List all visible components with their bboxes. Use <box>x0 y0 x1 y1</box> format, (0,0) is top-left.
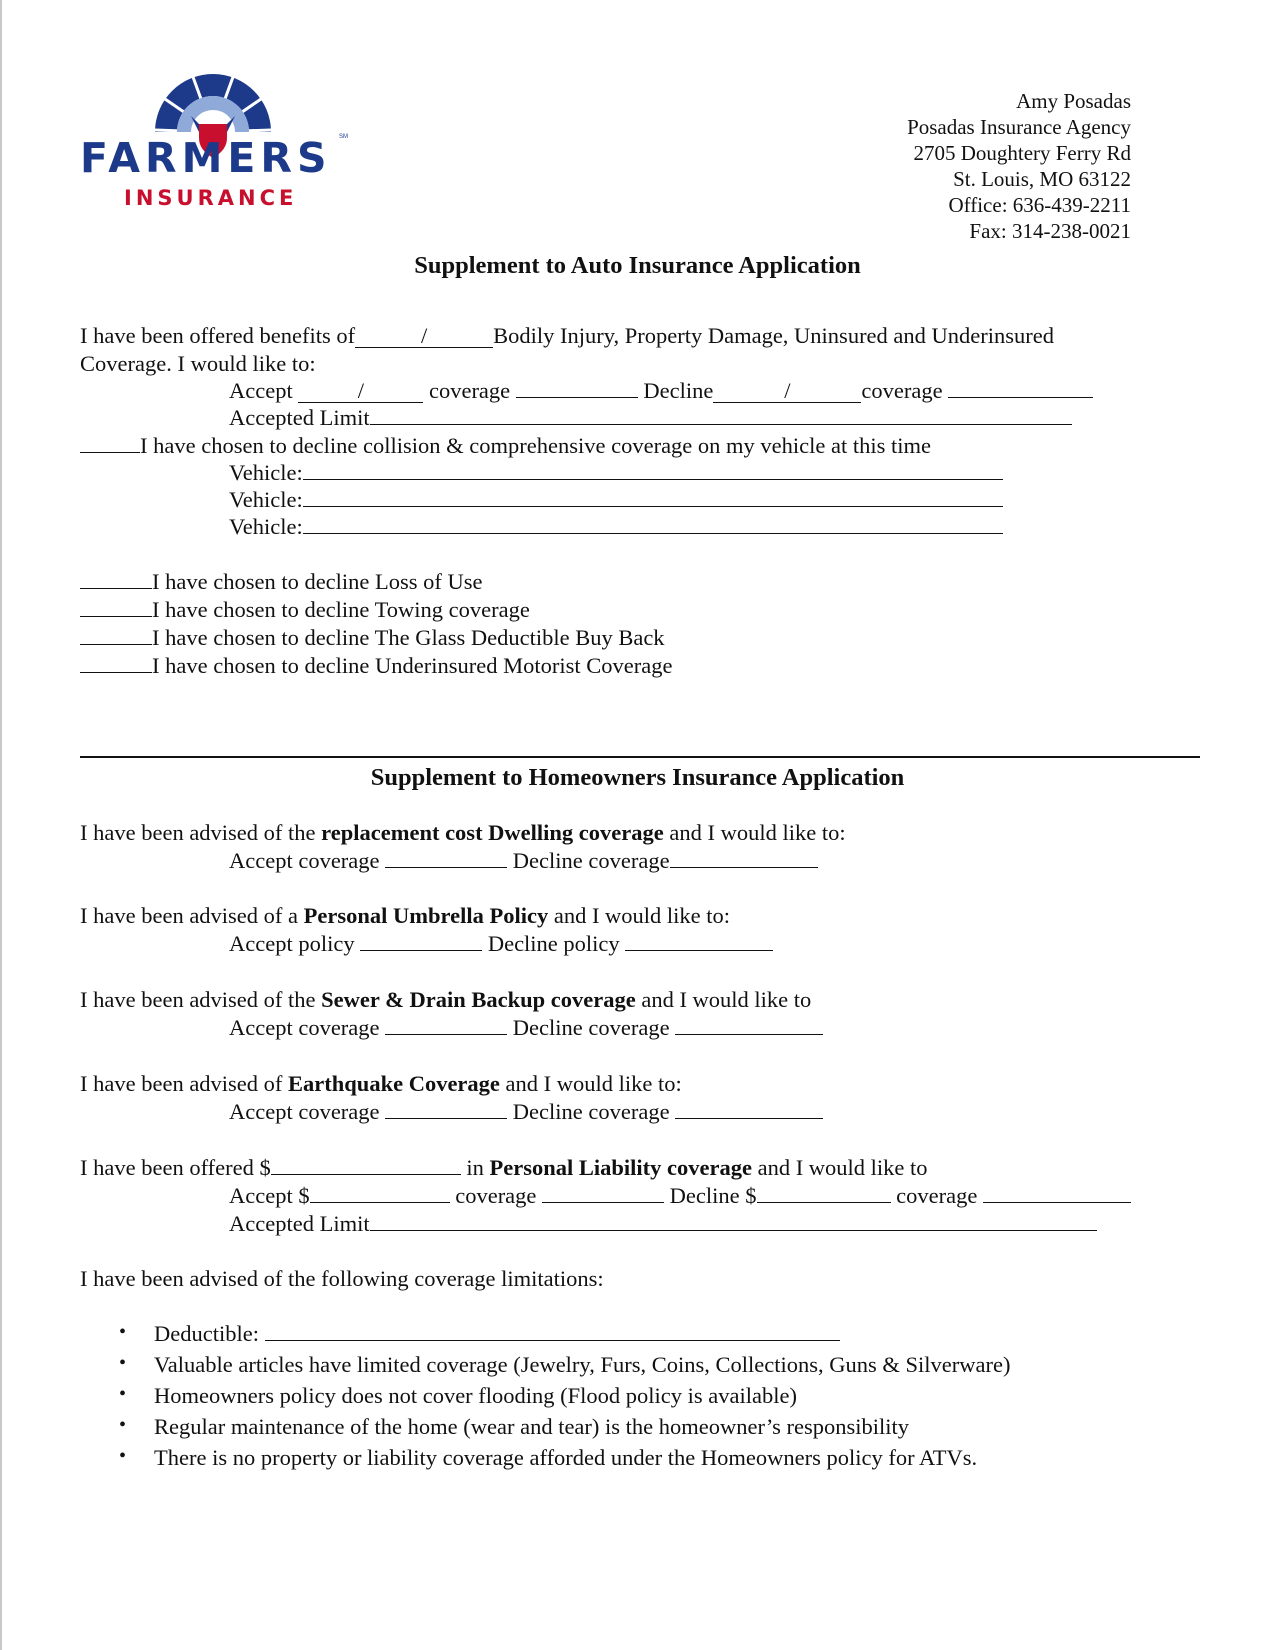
sewer-post: and I would like to <box>635 987 812 1012</box>
section-divider <box>80 756 1200 758</box>
liability-amount-field[interactable] <box>271 1156 461 1175</box>
agent-contact <box>907 88 1131 244</box>
limitation-item: There is no property or liability coverage afforded under the Homeowners policy for ATVs. <box>154 1445 978 1470</box>
agency-name: Posadas Insurance Agency <box>907 115 1131 139</box>
decline-text: I have chosen to decline The Glass Deductible Buy Back <box>152 625 665 650</box>
coverage-label: coverage <box>861 378 943 403</box>
quake-pre: I have been advised of <box>80 1071 289 1096</box>
coverage-label: coverage <box>455 1183 537 1208</box>
decline-coverage-field[interactable] <box>948 379 1093 398</box>
coverage-label: coverage <box>428 378 511 403</box>
liability-choice-line <box>229 1182 1131 1210</box>
accepted-limit-label: Accepted Limit <box>229 405 370 430</box>
dwelling-line <box>80 819 846 847</box>
quake-choice-line <box>229 1098 823 1126</box>
accept-dollar-label: Accept $ <box>229 1183 310 1208</box>
collision-decline-text: I have chosen to decline collision & comprehensive coverage on my vehicle at this time <box>140 433 931 458</box>
auto-title: Supplement to Auto Insurance Application <box>414 252 861 279</box>
liability-accept-amount-field[interactable] <box>310 1184 450 1203</box>
farmers-shield-icon <box>80 72 370 222</box>
accept-coverage-label: Accept coverage <box>229 1015 380 1040</box>
agency-city: St. Louis, MO 63122 <box>953 167 1131 191</box>
liability-line <box>80 1154 928 1182</box>
bullet-icon: • <box>119 1383 127 1405</box>
vehicle-field[interactable] <box>303 488 1003 507</box>
vehicle-field[interactable] <box>303 461 1003 480</box>
accept-coverage-label: Accept coverage <box>229 848 380 873</box>
liability-pre: I have been offered $ <box>80 1155 271 1180</box>
sm-mark: SM <box>339 134 348 140</box>
decline-coverage-label: Decline coverage <box>512 848 670 873</box>
vehicle-label: Vehicle: <box>229 460 303 485</box>
vehicle-label: Vehicle: <box>229 487 303 512</box>
deductible-field[interactable] <box>265 1322 840 1341</box>
decline-initials-field[interactable] <box>80 654 152 673</box>
limitations-intro: I have been advised of the following coverage limitations: <box>80 1266 604 1291</box>
decline-item <box>80 652 672 680</box>
umbrella-accept-field[interactable] <box>360 932 482 951</box>
dwelling-accept-field[interactable] <box>385 849 507 868</box>
auto-accepted-limit-line <box>229 404 1072 432</box>
bullet-icon: • <box>119 1352 127 1374</box>
decline-initials-field[interactable] <box>80 626 152 645</box>
accept-coverage-label: Accept coverage <box>229 1099 380 1124</box>
vehicle-line-3 <box>229 513 1003 541</box>
collision-initials-field[interactable] <box>80 434 140 453</box>
dwelling-choice-line <box>229 847 818 875</box>
accept-limits-field[interactable] <box>298 380 423 403</box>
agent-name: Amy Posadas <box>1016 89 1131 113</box>
decline-initials-field[interactable] <box>80 570 152 589</box>
liability-accept-field[interactable] <box>542 1184 664 1203</box>
auto-offered-cont: Coverage. I would like to: <box>80 351 316 376</box>
liability-decline-field[interactable] <box>983 1184 1131 1203</box>
bullet-icon: • <box>119 1414 127 1436</box>
limitation-item: Regular maintenance of the home (wear and tear) is the homeowner’s responsibility <box>154 1414 909 1439</box>
sewer-bold: Sewer & Drain Backup coverage <box>321 987 636 1012</box>
liability-accepted-limit-line <box>229 1210 1097 1238</box>
dwelling-decline-field[interactable] <box>670 849 818 868</box>
vehicle-line-2 <box>229 486 1003 514</box>
sewer-accept-field[interactable] <box>385 1016 507 1035</box>
quake-accept-field[interactable] <box>385 1100 507 1119</box>
vehicle-line-1 <box>229 459 1003 487</box>
sewer-line <box>80 986 811 1014</box>
auto-offered-line <box>80 322 1054 350</box>
offered-coverage-types: Bodily Injury, Property Damage, Uninsured and Underinsured <box>493 323 1054 348</box>
umbrella-choice-line <box>229 930 773 958</box>
umbrella-decline-field[interactable] <box>625 932 773 951</box>
quake-decline-field[interactable] <box>675 1100 823 1119</box>
liability-post: and I would like to <box>751 1155 928 1180</box>
decline-label: Decline <box>643 378 714 403</box>
limitation-item <box>154 1320 840 1348</box>
sewer-pre: I have been advised of the <box>80 987 322 1012</box>
agency-fax: Fax: 314-238-0021 <box>969 219 1131 243</box>
decline-policy-label: Decline policy <box>487 931 620 956</box>
decline-initials-field[interactable] <box>80 598 152 617</box>
decline-item <box>80 624 665 652</box>
liability-bold: Personal Liability coverage <box>489 1155 752 1180</box>
accept-policy-label: Accept policy <box>229 931 355 956</box>
accept-label: Accept <box>229 378 293 403</box>
coverage-label: coverage <box>896 1183 978 1208</box>
vehicle-label: Vehicle: <box>229 514 303 539</box>
slash: / <box>420 323 428 348</box>
limitation-item: Homeowners policy does not cover flooding (Flood policy is available) <box>154 1383 797 1408</box>
liability-decline-amount-field[interactable] <box>757 1184 891 1203</box>
decline-coverage-label: Decline coverage <box>512 1015 670 1040</box>
bullet-icon: • <box>119 1321 127 1343</box>
dwelling-pre: I have been advised of the <box>80 820 322 845</box>
decline-text: I have chosen to decline Towing coverage <box>152 597 530 622</box>
farmers-logo <box>80 72 370 222</box>
quake-post: and I would like to: <box>499 1071 682 1096</box>
agency-office-phone: Office: 636-439-2211 <box>948 193 1131 217</box>
decline-item <box>80 568 483 596</box>
sewer-decline-field[interactable] <box>675 1016 823 1035</box>
agency-street: 2705 Doughtery Ferry Rd <box>913 141 1131 165</box>
accepted-limit-label: Accepted Limit <box>229 1211 370 1236</box>
dwelling-post: and I would like to: <box>663 820 846 845</box>
accepted-limit-field[interactable] <box>370 406 1072 425</box>
dwelling-bold: replacement cost Dwelling coverage <box>321 820 664 845</box>
vehicle-field[interactable] <box>303 515 1003 534</box>
liability-accepted-limit-field[interactable] <box>370 1212 1097 1231</box>
quake-bold: Earthquake Coverage <box>288 1071 500 1096</box>
slash: / <box>357 378 364 403</box>
decline-text: I have chosen to decline Underinsured Motorist Coverage <box>152 653 673 678</box>
decline-text: I have chosen to decline Loss of Use <box>152 569 483 594</box>
page-edge <box>0 0 2 1650</box>
brand-name: FARMERS <box>80 134 332 182</box>
home-title: Supplement to Homeowners Insurance Application <box>370 764 905 791</box>
sewer-choice-line <box>229 1014 823 1042</box>
collision-decline-line <box>80 432 931 460</box>
auto-accept-line <box>229 377 1093 405</box>
decline-item <box>80 596 530 624</box>
liability-mid: in <box>460 1155 490 1180</box>
brand-sub: INSURANCE <box>124 186 298 210</box>
quake-line <box>80 1070 682 1098</box>
umbrella-bold: Personal Umbrella Policy <box>303 903 549 928</box>
limitation-item: Valuable articles have limited coverage (Jewelry, Furs, Coins, Collections, Guns & Silverware) <box>154 1352 1011 1377</box>
offered-text: I have been offered benefits of <box>80 323 356 348</box>
decline-limits-field[interactable] <box>713 380 861 403</box>
umbrella-post: and I would like to: <box>548 903 731 928</box>
decline-dollar-label: Decline $ <box>669 1183 757 1208</box>
bullet-icon: • <box>119 1445 127 1467</box>
slash: / <box>784 378 791 403</box>
decline-coverage-label: Decline coverage <box>512 1099 670 1124</box>
umbrella-line <box>80 902 730 930</box>
deductible-label: Deductible: <box>154 1321 259 1346</box>
accept-coverage-field[interactable] <box>516 379 638 398</box>
umbrella-pre: I have been advised of a <box>80 903 304 928</box>
offered-benefits-field[interactable] <box>355 325 493 348</box>
